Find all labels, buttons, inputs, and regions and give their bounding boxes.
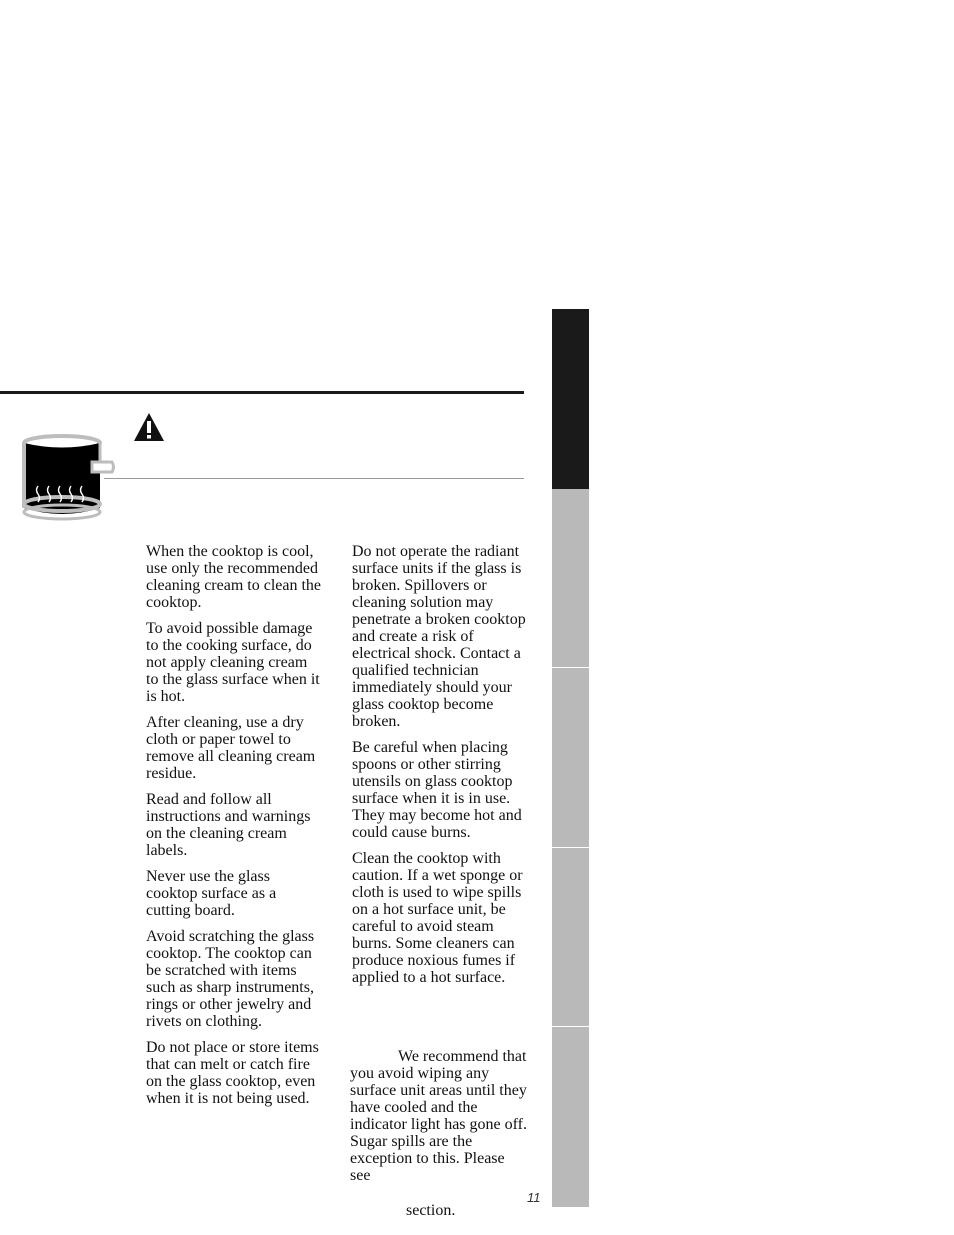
note-paragraph: We recommend that you avoid wiping any surface unit areas until they have cooled and the indicator light has gone off. Sugar spills are the exception to this. Please see xyxy=(350,1048,527,1184)
paragraph: Do not operate the radiant surface units if the glass is broken. Spillovers or cleaning solution may penetrate a broken cooktop and create a risk of electrical shock. Contact a qualified technician immediately should your glass cooktop become broken. xyxy=(352,543,526,730)
top-rule xyxy=(0,391,524,394)
right-text-column xyxy=(352,543,528,995)
section-tab[interactable] xyxy=(552,489,589,667)
section-tab[interactable] xyxy=(552,848,589,1026)
paragraph: When the cooktop is cool, use only the recommended cleaning cream to clean the cooktop. xyxy=(146,543,322,611)
warning-triangle-icon xyxy=(133,412,165,442)
paragraph: Avoid scratching the glass cooktop. The cooktop can be scratched with items such as sharp instruments, rings or other jewelry and rivets on clothing. xyxy=(146,928,315,1030)
section-tab[interactable] xyxy=(552,1027,589,1207)
paragraph: Clean the cooktop with caution. If a wet sponge or cloth is used to wipe spills on a hot surface unit, be careful to avoid steam burns. Some cleaners can produce noxious fumes if applied to a hot surface. xyxy=(352,850,523,986)
note-tail: section. xyxy=(406,1202,456,1219)
paragraph: After cleaning, use a dry cloth or paper towel to remove all cleaning cream residue. xyxy=(146,714,316,782)
paragraph: Be careful when placing spoons or other stirring utensils on glass cooktop surface when it is in use. They may become hot and could cause burns. xyxy=(352,739,522,841)
section-tabs xyxy=(552,309,589,1207)
section-tab[interactable] xyxy=(552,668,589,847)
paragraph: Do not place or store items that can melt or catch fire on the glass cooktop, even when it is not being used. xyxy=(146,1039,319,1107)
paragraph: Read and follow all instructions and warnings on the cleaning cream labels. xyxy=(146,791,311,859)
pot-on-cooktop-icon xyxy=(18,432,118,524)
left-text-column xyxy=(146,543,322,1116)
section-tab-active[interactable] xyxy=(552,309,589,489)
page-number: 11 xyxy=(527,1190,541,1205)
paragraph: To avoid possible damage to the cooking surface, do not apply cleaning cream to the glass surface when it is hot. xyxy=(146,620,320,705)
paragraph: Never use the glass cooktop surface as a cutting board. xyxy=(146,868,277,919)
section-divider xyxy=(104,478,524,479)
